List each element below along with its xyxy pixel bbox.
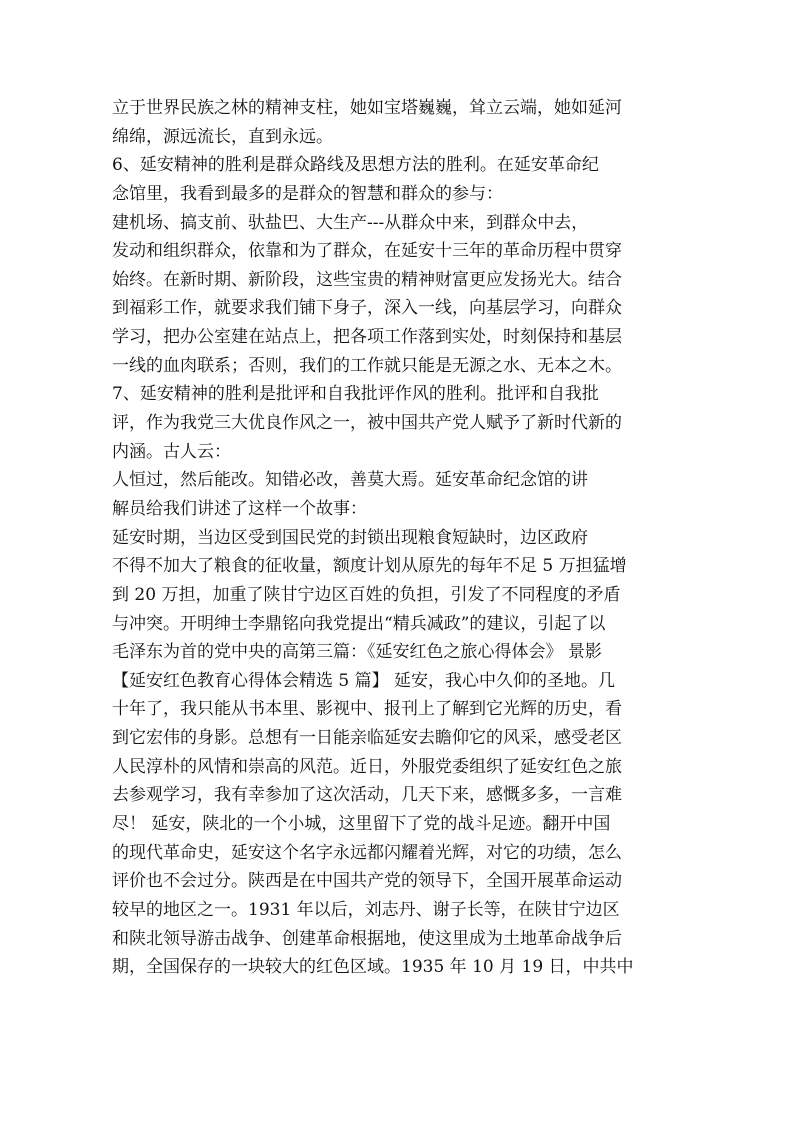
text-line: 较早的地区之一。1931 年以后，刘志丹、谢子长等，在陕甘宁边区 xyxy=(112,899,620,920)
text-line: 建机场、搞支前、驮盐巴、大生产---从群众中来，到群众中去， xyxy=(112,212,589,233)
text-line: 解员给我们讲述了这样一个故事： xyxy=(112,498,367,519)
text-line: 7、延安精神的胜利是批评和自我批评作风的胜利。批评和自我批 xyxy=(112,384,599,405)
body-text xyxy=(112,94,692,982)
text-line: 期，全国保存的一块较大的红色区域。1935 年 10 月 19 日，中共中 xyxy=(112,957,634,978)
text-line: 到福彩工作，就要求我们铺下身子，深入一线，向基层学习，向群众 xyxy=(112,298,622,319)
text-line: 十年了，我只能从书本里、影视中、报刊上了解到它光辉的历史，看 xyxy=(112,699,622,720)
text-line: 和陕北领导游击战争、创建革命根据地，使这里成为土地革命战争后 xyxy=(112,928,622,949)
text-line: 与冲突。开明绅士李鼎铭向我党提出“精兵减政”的建议，引起了以 xyxy=(112,613,606,634)
text-line: 的现代革命史，延安这个名字永远都闪耀着光辉，对它的功绩，怎么 xyxy=(112,842,622,863)
text-line: 学习，把办公室建在站点上，把各项工作落到实处，时刻保持和基层 xyxy=(112,327,622,348)
text-line: 内涵。古人云： xyxy=(112,441,231,462)
text-line: 始终。在新时期、新阶段，这些宝贵的精神财富更应发扬光大。结合 xyxy=(112,269,622,290)
text-line: 毛泽东为首的党中央的高第三篇：《延安红色之旅心得体会》 景影 xyxy=(112,642,602,663)
text-line: 到 20 万担，加重了陕甘宁边区百姓的负担，引发了不同程度的矛盾 xyxy=(112,584,621,605)
text-line: 一线的血肉联系；否则，我们的工作就只能是无源之水、无本之木。 xyxy=(112,355,622,376)
text-line: 6、延安精神的胜利是群众路线及思想方法的胜利。在延安革命纪 xyxy=(112,155,599,176)
text-line: 立于世界民族之林的精神支柱，她如宝塔巍巍，耸立云端，她如延河 xyxy=(112,98,622,118)
text-line: 发动和组织群众，依靠和为了群众，在延安十三年的革命历程中贯穿 xyxy=(112,241,622,262)
text-line: 绵绵，源远流长，直到永远。 xyxy=(112,126,333,147)
text-line: 尽！ 延安，陕北的一个小城，这里留下了党的战斗足迹。翻开中国 xyxy=(112,814,611,835)
text-line: 到它宏伟的身影。总想有一日能亲临延安去瞻仰它的风采，感受老区 xyxy=(112,728,622,749)
text-line: 人民淳朴的风情和崇高的风范。近日，外服党委组织了延安红色之旅 xyxy=(112,756,622,777)
text-line: 不得不加大了粮食的征收量，额度计划从原先的每年不足 5 万担猛增 xyxy=(112,556,627,577)
text-line: 念馆里，我看到最多的是群众的智慧和群众的参与： xyxy=(112,183,503,204)
text-line: 人恒过，然后能改。知错必改，善莫大焉。延安革命纪念馆的讲 xyxy=(112,470,588,491)
text-line: 【延安红色教育心得体会精选 5 篇】 延安，我心中久仰的圣地。几 xyxy=(112,670,616,691)
text-line: 延安时期，当边区受到国民党的封锁出现粮食短缺时，边区政府 xyxy=(112,527,588,548)
text-line: 去参观学习，我有幸参加了这次活动，几天下来，感慨多多，一言难 xyxy=(112,785,622,806)
text-line: 评，作为我党三大优良作风之一，被中国共产党人赋予了新时代新的 xyxy=(112,413,622,434)
text-line: 评价也不会过分。陕西是在中国共产党的领导下，全国开展革命运动 xyxy=(112,871,622,892)
